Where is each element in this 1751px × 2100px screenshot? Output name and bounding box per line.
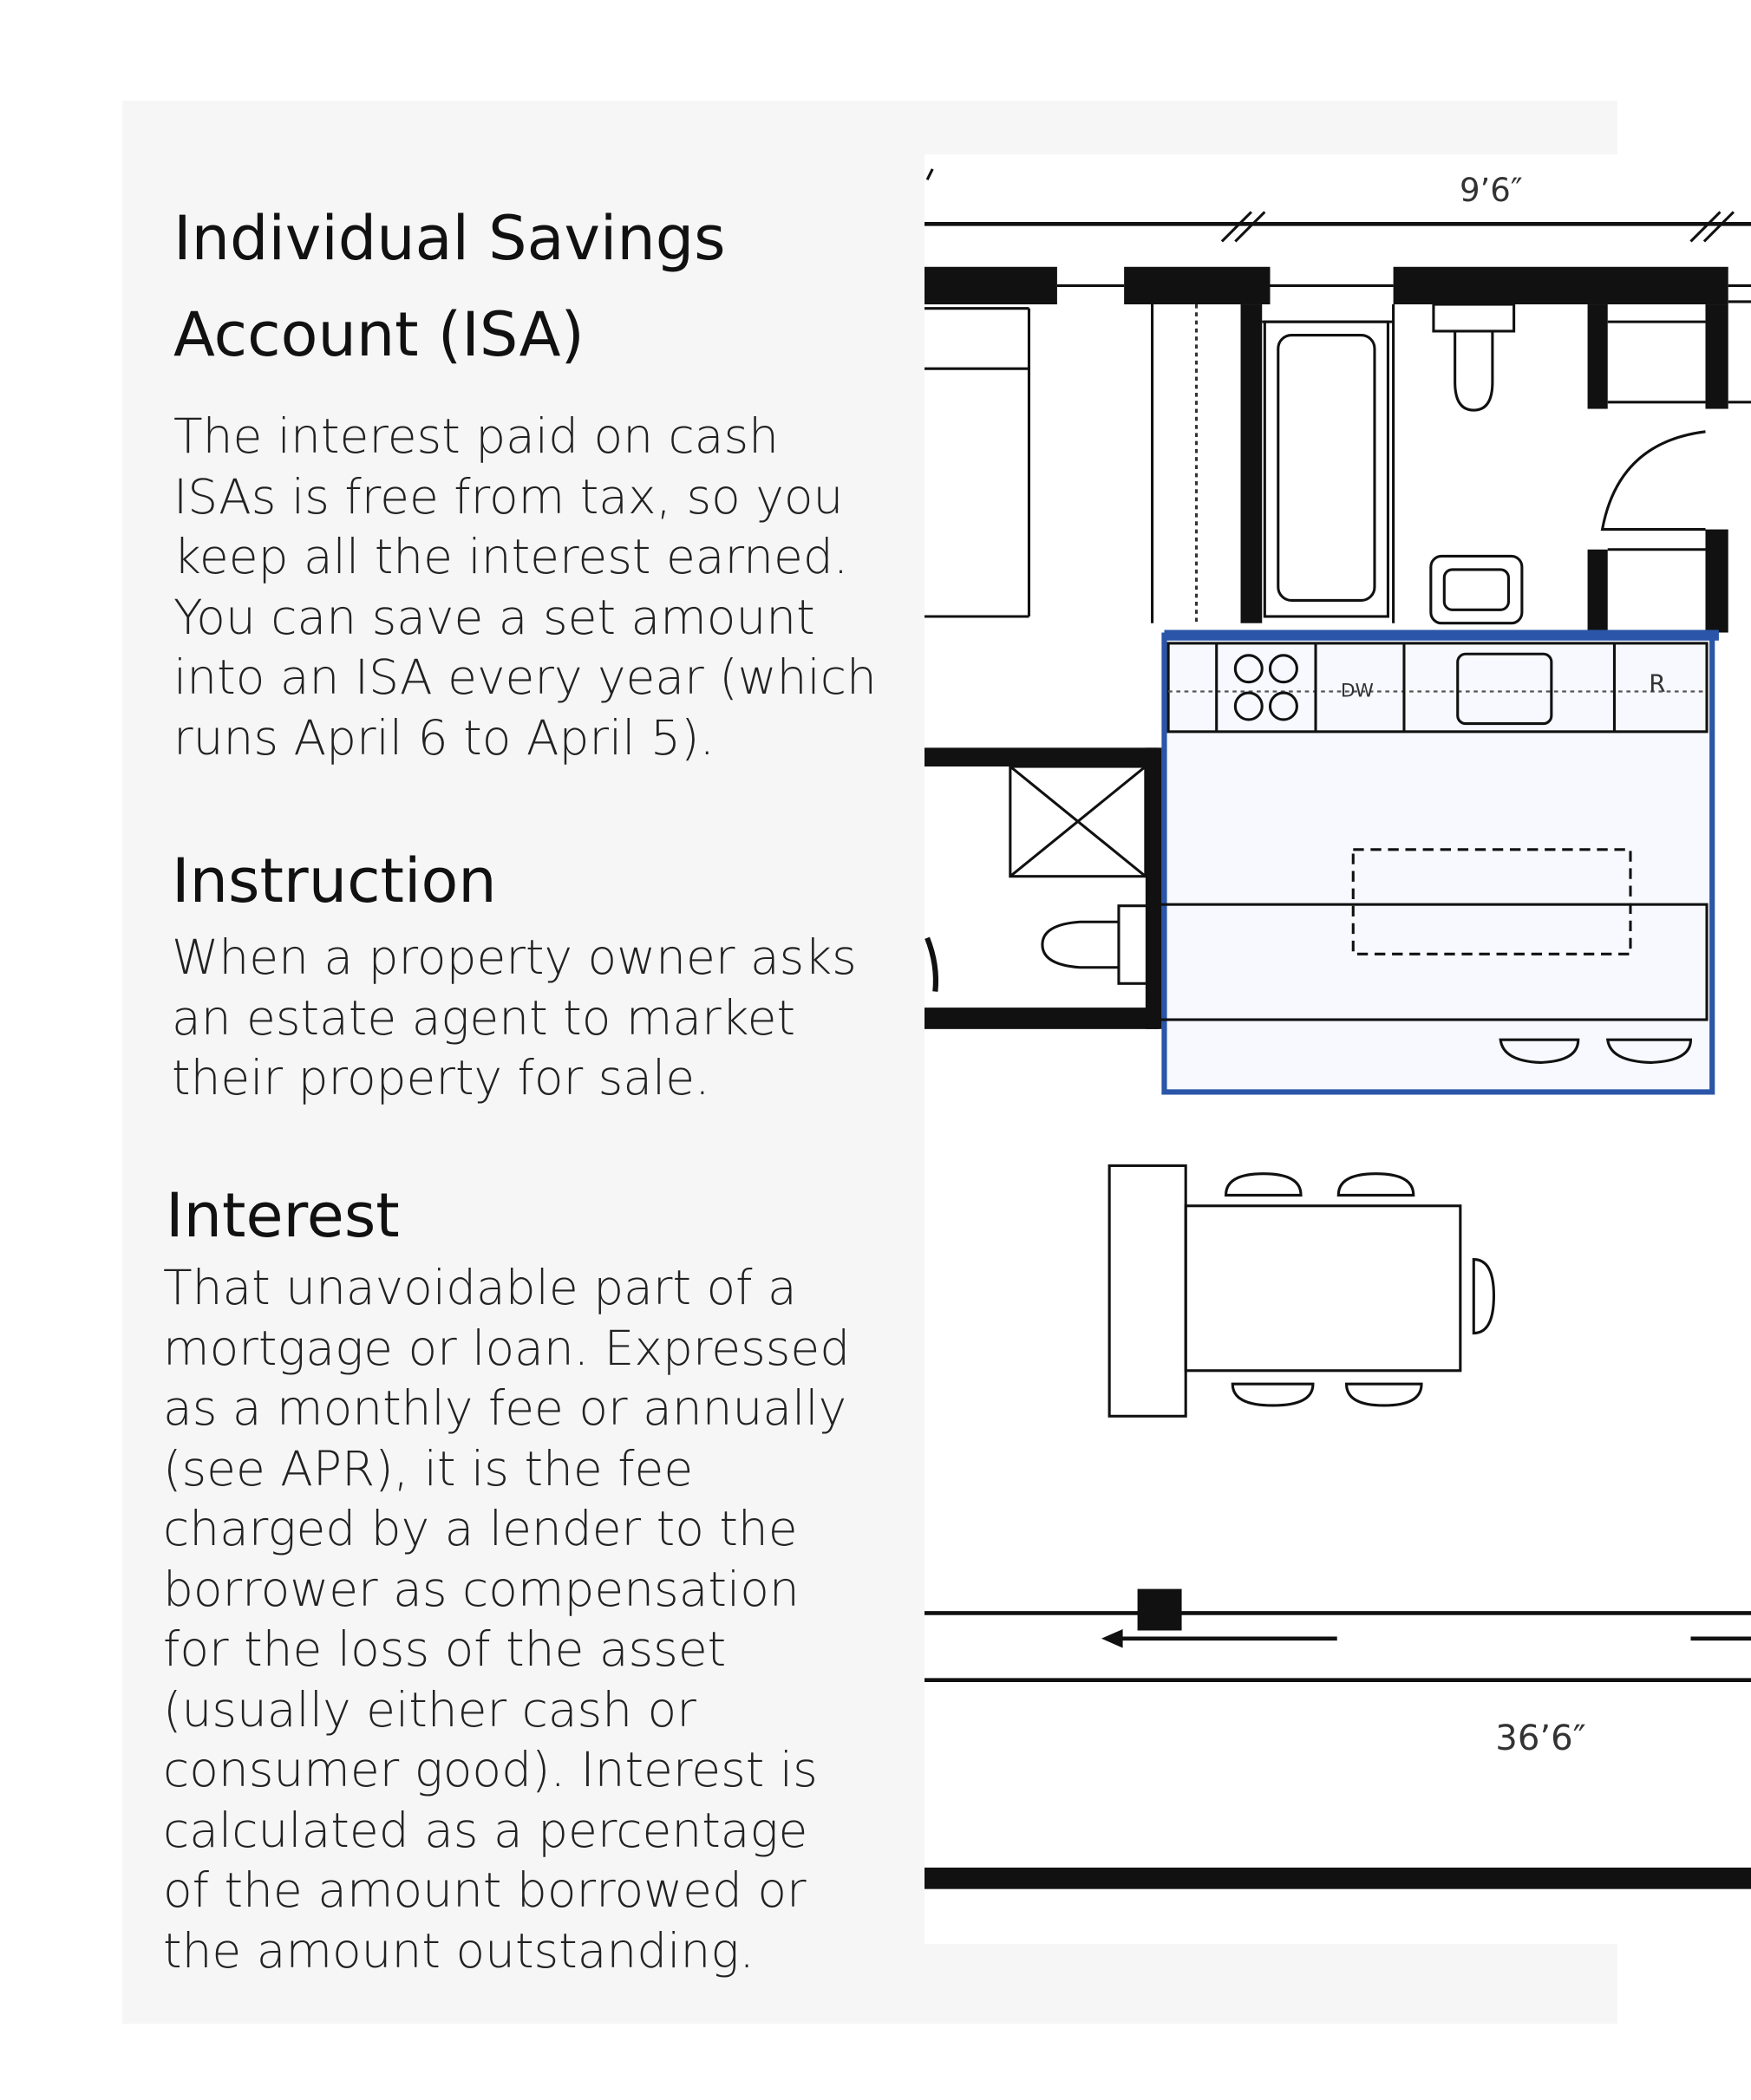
- body-line: When a property owner asks: [172, 929, 857, 985]
- body-line: mortgage or loan. Expressed: [163, 1320, 851, 1376]
- kitchen-highlight: [1164, 636, 1712, 1092]
- body-line: an estate agent to market: [172, 989, 796, 1046]
- body-line: of the amount borrowed or: [163, 1862, 807, 1918]
- section-heading-interest: [166, 1168, 400, 1264]
- section-heading-isa: [173, 191, 726, 383]
- body-line: The interest paid on cash: [173, 408, 780, 464]
- body-line: into an ISA every year (which: [173, 649, 877, 705]
- body-line: charged by a lender to the: [163, 1501, 798, 1556]
- body-line: (usually either cash or: [163, 1681, 696, 1738]
- section-body-interest: [163, 1258, 850, 1981]
- body-line: borrower as compensation: [163, 1561, 800, 1617]
- body-line: That unavoidable part of a: [163, 1260, 797, 1315]
- dishwasher-label: DW: [1340, 680, 1374, 702]
- body-line: You can save a set amount: [173, 589, 815, 645]
- body-line: for the loss of the asset: [163, 1621, 727, 1677]
- section-heading-instruction: [172, 833, 497, 929]
- body-line: runs April 6 to April 5).: [173, 709, 715, 766]
- section-body-instruction: [172, 928, 857, 1109]
- body-line: calculated as a percentage: [163, 1802, 808, 1858]
- body-line: keep all the interest earned.: [173, 529, 849, 584]
- heading-line: Interest: [166, 1180, 400, 1251]
- dimension-top-label: 9’6″: [1459, 172, 1523, 210]
- body-line: ISAs is free from tax, so you: [173, 468, 844, 525]
- section-body-isa: [173, 407, 877, 768]
- body-line: their property for sale.: [172, 1050, 710, 1105]
- body-line: consumer good). Interest is: [163, 1742, 818, 1797]
- body-line: as a monthly fee or annually: [163, 1380, 847, 1436]
- heading-line: Account (ISA): [173, 299, 585, 370]
- heading-line: Instruction: [172, 845, 497, 916]
- body-line: (see APR), it is the fee: [163, 1440, 694, 1497]
- dimension-bottom-label: 36’6″: [1495, 1718, 1586, 1758]
- body-line: the amount outstanding.: [163, 1922, 755, 1979]
- refrigerator-label: R: [1649, 668, 1666, 698]
- heading-line: Individual Savings: [173, 203, 726, 274]
- floor-plan-image: [925, 154, 1751, 1944]
